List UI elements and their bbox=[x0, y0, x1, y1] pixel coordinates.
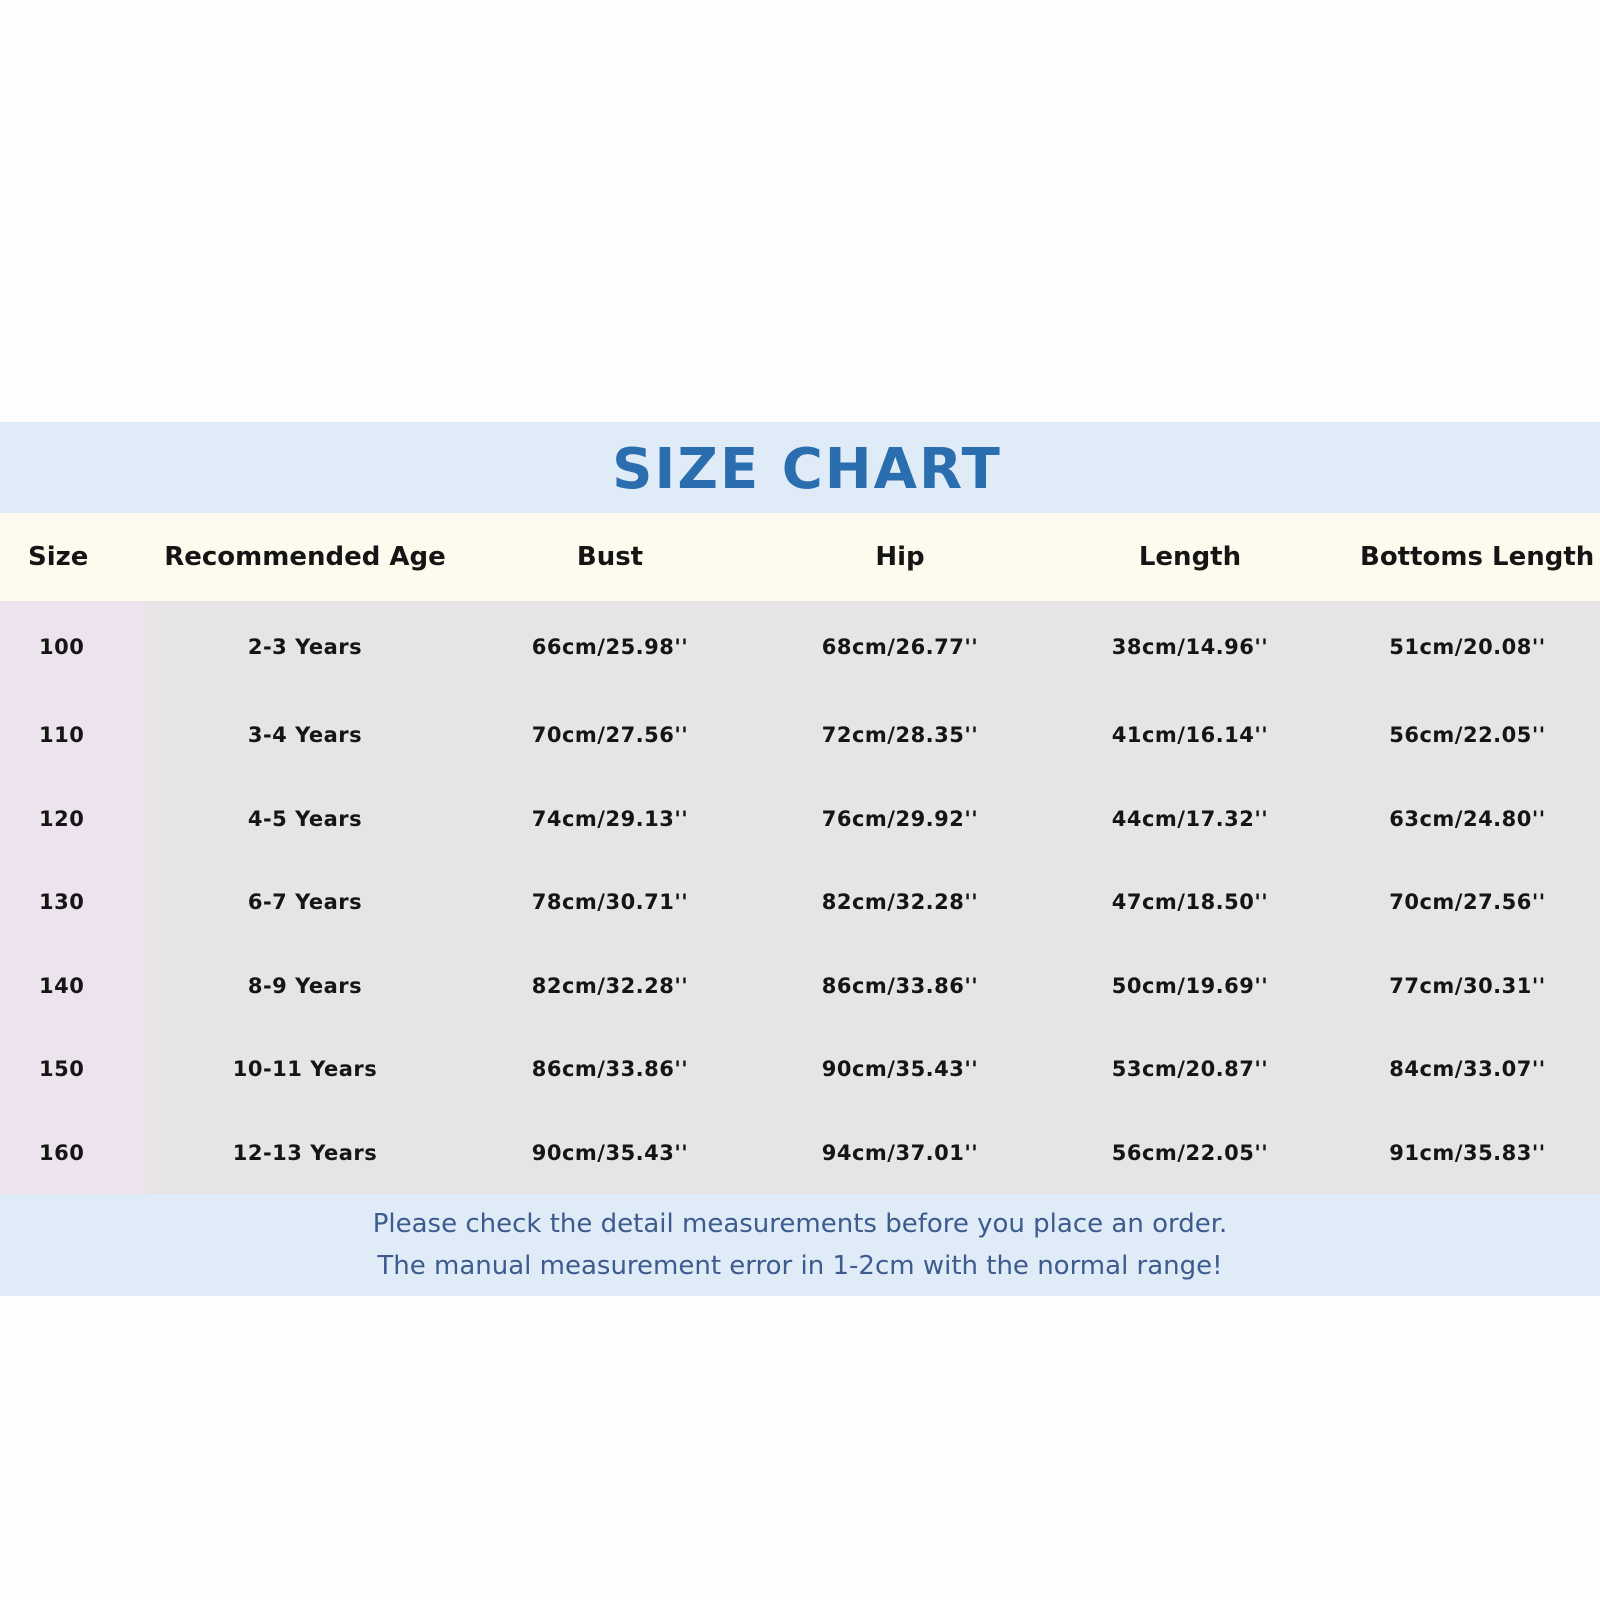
age-cell: 12-13 Years bbox=[232, 1140, 378, 1165]
bust-cell: 70cm/27.56'' bbox=[531, 723, 689, 747]
bottoms-length-cell: 84cm/33.07'' bbox=[1389, 1057, 1546, 1081]
length-cell: 47cm/18.50'' bbox=[1111, 890, 1269, 914]
bottoms-length-cell: 56cm/22.05'' bbox=[1389, 723, 1546, 747]
length-cell: 56cm/22.05'' bbox=[1111, 1140, 1269, 1165]
age-cell: 8-9 Years bbox=[247, 973, 363, 998]
note-line: Please check the detail measurements before you place an order. bbox=[372, 1209, 1228, 1239]
header-hip: Hip bbox=[875, 542, 925, 572]
bottoms-length-cell: 91cm/35.83'' bbox=[1389, 1140, 1546, 1165]
size-cell: 160 bbox=[0, 1111, 145, 1194]
bottoms-length-cell: 63cm/24.80'' bbox=[1389, 806, 1546, 831]
header-row bbox=[0, 513, 1600, 601]
bottoms-length-cell: 51cm/20.08'' bbox=[1389, 635, 1546, 659]
bust-cell: 74cm/29.13'' bbox=[531, 806, 689, 831]
hip-cell: 94cm/37.01'' bbox=[821, 1140, 979, 1165]
table-row bbox=[0, 777, 1600, 860]
hip-cell: 90cm/35.43'' bbox=[821, 1057, 979, 1081]
age-cell: 6-7 Years bbox=[247, 890, 363, 914]
age-cell: 4-5 Years bbox=[247, 806, 363, 831]
table-row bbox=[0, 1111, 1600, 1194]
header-bottoms-length: Bottoms Length bbox=[1360, 542, 1595, 572]
table-row bbox=[0, 1027, 1600, 1111]
chart-title: SIZE CHART bbox=[612, 437, 1002, 502]
bust-cell: 86cm/33.86'' bbox=[531, 1057, 689, 1081]
length-cell: 38cm/14.96'' bbox=[1111, 635, 1269, 659]
hip-cell: 76cm/29.92'' bbox=[821, 806, 979, 831]
bust-cell: 82cm/32.28'' bbox=[531, 973, 689, 998]
size-cell: 100 bbox=[0, 601, 145, 693]
bottoms-length-cell: 77cm/30.31'' bbox=[1389, 973, 1546, 998]
length-cell: 50cm/19.69'' bbox=[1111, 973, 1269, 998]
bottoms-length-cell: 70cm/27.56'' bbox=[1389, 890, 1546, 914]
hip-cell: 86cm/33.86'' bbox=[821, 973, 979, 998]
title-band bbox=[0, 422, 1600, 513]
header-recommended-age: Recommended Age bbox=[164, 542, 446, 572]
hip-cell: 72cm/28.35'' bbox=[821, 723, 979, 747]
size-chart bbox=[0, 422, 1600, 1296]
header-bust: Bust bbox=[576, 542, 644, 572]
age-cell: 10-11 Years bbox=[232, 1057, 378, 1081]
length-cell: 41cm/16.14'' bbox=[1111, 723, 1269, 747]
notes-band bbox=[0, 1194, 1600, 1296]
table-row bbox=[0, 601, 1600, 693]
note-line: The manual measurement error in 1-2cm with the normal range! bbox=[377, 1251, 1223, 1281]
table-row bbox=[0, 944, 1600, 1027]
age-cell: 2-3 Years bbox=[247, 635, 363, 659]
table-row bbox=[0, 693, 1600, 777]
bust-cell: 90cm/35.43'' bbox=[531, 1140, 689, 1165]
hip-cell: 68cm/26.77'' bbox=[821, 635, 979, 659]
bust-cell: 78cm/30.71'' bbox=[531, 890, 689, 914]
header-size: Size bbox=[28, 542, 89, 572]
header-length: Length bbox=[1138, 542, 1242, 572]
size-cell: 150 bbox=[0, 1027, 145, 1111]
hip-cell: 82cm/32.28'' bbox=[821, 890, 979, 914]
size-cell: 140 bbox=[0, 944, 145, 1027]
size-table bbox=[0, 513, 1600, 1194]
size-cell: 120 bbox=[0, 777, 145, 860]
age-cell: 3-4 Years bbox=[247, 723, 363, 747]
bust-cell: 66cm/25.98'' bbox=[531, 635, 689, 659]
length-cell: 53cm/20.87'' bbox=[1111, 1057, 1269, 1081]
size-cell: 110 bbox=[0, 693, 145, 777]
length-cell: 44cm/17.32'' bbox=[1111, 806, 1269, 831]
table-row bbox=[0, 860, 1600, 944]
size-cell: 130 bbox=[0, 860, 145, 944]
